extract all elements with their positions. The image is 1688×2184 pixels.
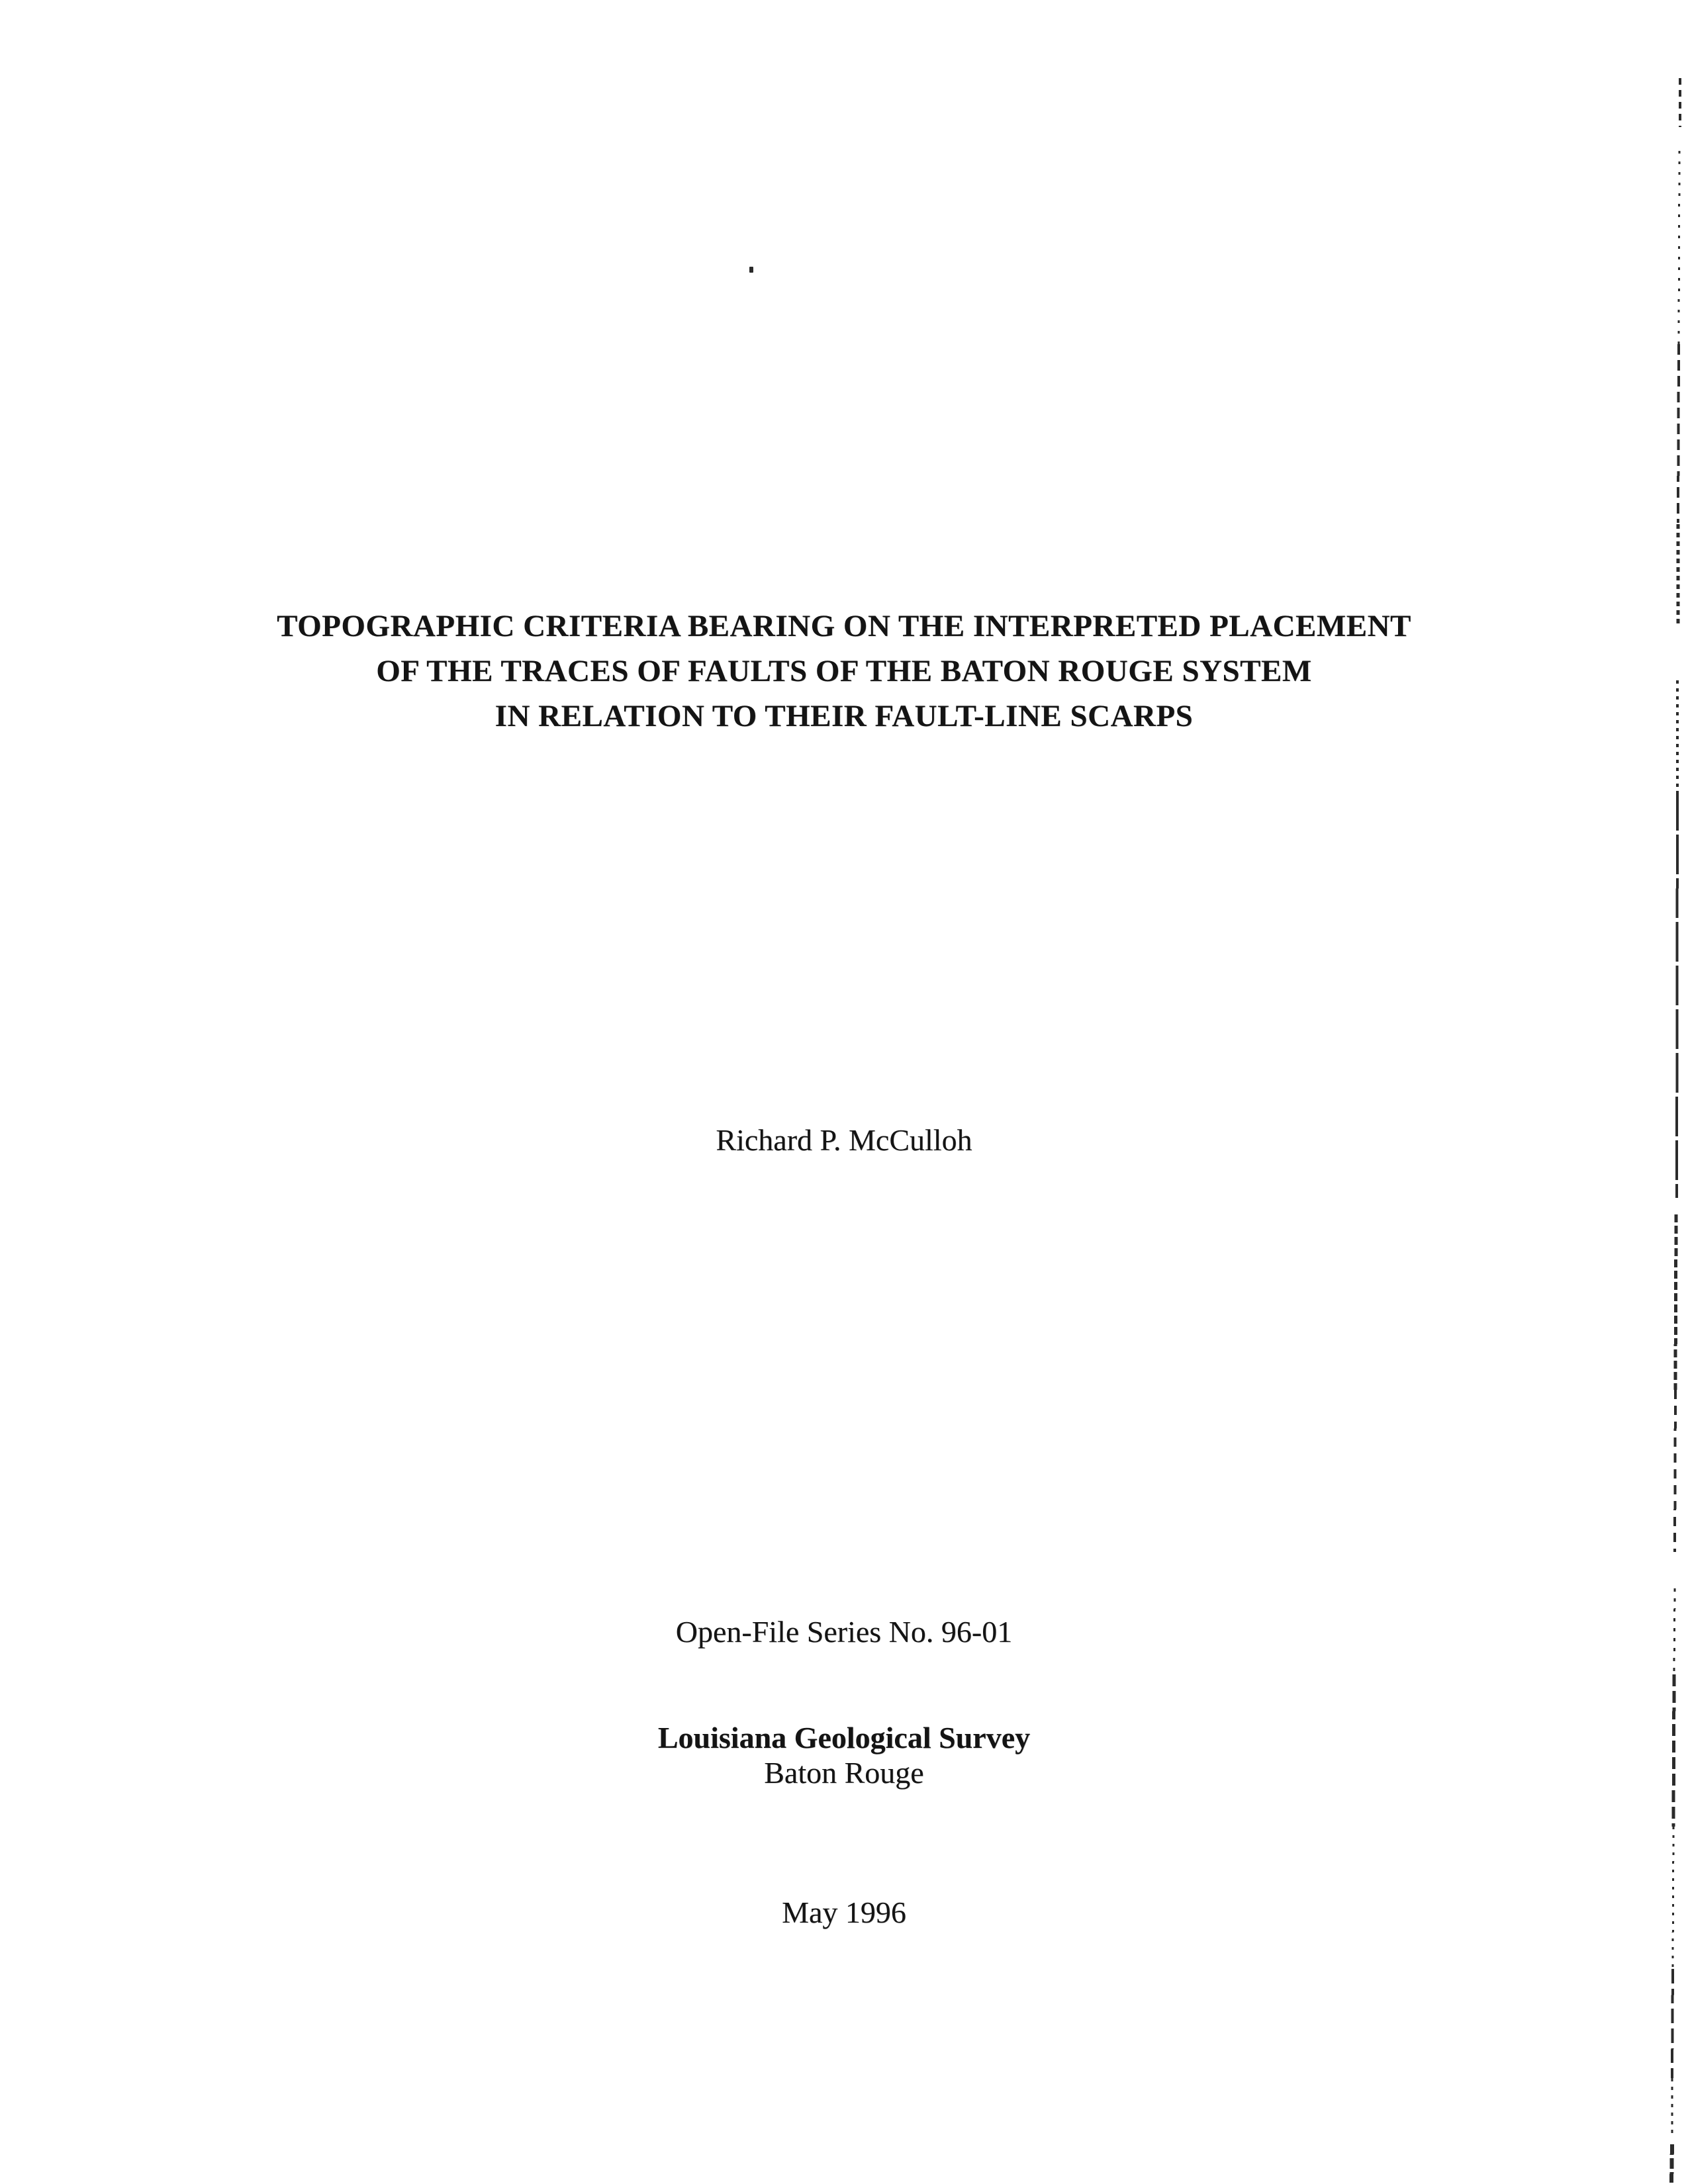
publisher-location: Baton Rouge xyxy=(764,1756,924,1790)
title-line-3: IN RELATION TO THEIR FAULT-LINE SCARPS xyxy=(494,699,1194,733)
author-name: Richard P. McCulloh xyxy=(716,1123,972,1157)
publisher-name: Louisiana Geological Survey xyxy=(657,1721,1031,1754)
publisher-block xyxy=(0,1720,1688,1790)
report-title xyxy=(0,604,1688,739)
title-line-2: OF THE TRACES OF FAULTS OF THE BATON ROUGE SYSTEM xyxy=(376,654,1312,688)
series-number: Open-File Series No. 96-01 xyxy=(675,1615,1013,1649)
title-line-1: TOPOGRAPHIC CRITERIA BEARING ON THE INTERPRETED PLACEMENT xyxy=(277,609,1411,643)
publication-date: May 1996 xyxy=(782,1895,906,1929)
scan-speck-artifact xyxy=(749,267,753,273)
